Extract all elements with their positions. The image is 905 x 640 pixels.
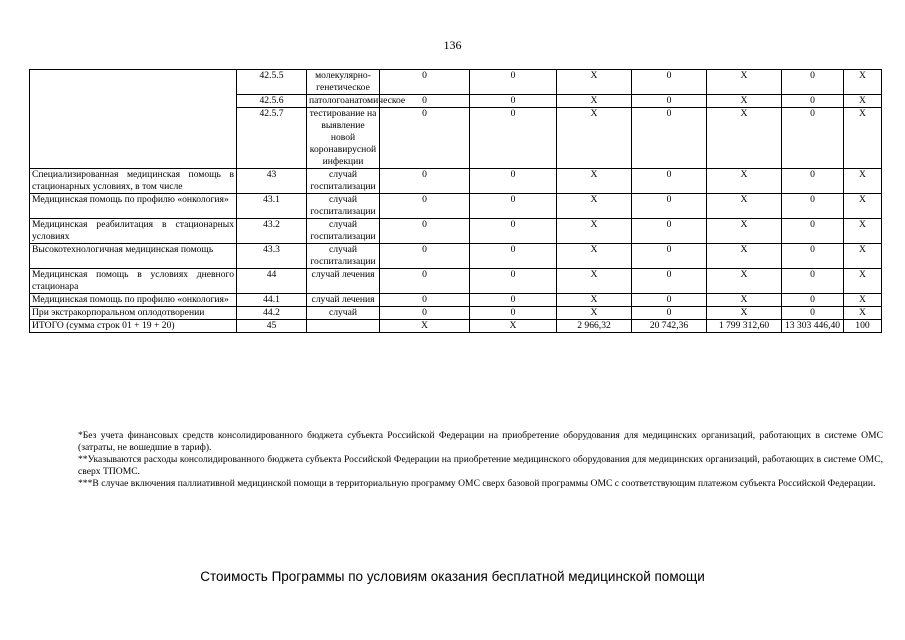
value-cell: 0 — [782, 294, 844, 307]
value-cell: Х — [470, 320, 557, 333]
value-cell: 0 — [782, 194, 844, 219]
row-name: При экстракорпоральном оплодотворении — [30, 307, 237, 320]
footnote: *Без учета финансовых средств консолидированного бюджета субъекта Российской Федерации на приобретение оборудования для медицинских организаций, работающих в системе ОМС (затраты, не вошедшие в тариф). — [78, 430, 883, 453]
row-code: 42.5.5 — [237, 70, 307, 95]
value-cell: Х — [844, 95, 882, 108]
value-cell: Х — [380, 320, 470, 333]
value-cell: Х — [707, 194, 782, 219]
row-name-cell — [30, 70, 237, 169]
value-cell: Х — [707, 244, 782, 269]
value-cell: Х — [844, 269, 882, 294]
row-name: Специализированная медицинская помощь в стационарных условиях, в том числе — [30, 169, 237, 194]
row-code: 42.5.7 — [237, 108, 307, 169]
row-code: 43 — [237, 169, 307, 194]
row-code: 43.2 — [237, 219, 307, 244]
value-cell: Х — [557, 269, 632, 294]
table-row — [30, 70, 882, 95]
value-cell: 0 — [470, 194, 557, 219]
value-cell: 0 — [782, 219, 844, 244]
row-unit: случай — [307, 307, 380, 320]
value-cell: 0 — [470, 169, 557, 194]
value-cell: 0 — [782, 108, 844, 169]
value-cell: 2 966,32 — [557, 320, 632, 333]
value-cell: 0 — [782, 169, 844, 194]
row-code: 43.1 — [237, 194, 307, 219]
row-code: 44 — [237, 269, 307, 294]
value-cell: Х — [844, 108, 882, 169]
row-unit: патологоанатомическое — [307, 95, 380, 108]
row-code: 43.3 — [237, 244, 307, 269]
value-cell: Х — [707, 219, 782, 244]
value-cell: 0 — [632, 169, 707, 194]
value-cell: Х — [844, 70, 882, 95]
table-row — [30, 307, 882, 320]
value-cell: 20 742,36 — [632, 320, 707, 333]
cost-table — [29, 69, 882, 333]
value-cell: 0 — [380, 244, 470, 269]
row-unit: случай госпитализации — [307, 194, 380, 219]
value-cell: Х — [557, 194, 632, 219]
row-name: ИТОГО (сумма строк 01 + 19 + 20) — [30, 320, 237, 333]
value-cell: Х — [707, 95, 782, 108]
row-unit: случай лечения — [307, 269, 380, 294]
value-cell: 0 — [632, 307, 707, 320]
value-cell: 0 — [632, 269, 707, 294]
row-name: Медицинская помощь по профилю «онкология» — [30, 194, 237, 219]
value-cell: 0 — [380, 294, 470, 307]
value-cell: Х — [844, 169, 882, 194]
section-heading: Стоимость Программы по условиям оказания бесплатной медицинской помощи — [200, 569, 705, 584]
row-unit: молекулярно-генетическое — [307, 70, 380, 95]
value-cell: Х — [557, 108, 632, 169]
page-number: 136 — [443, 38, 462, 52]
value-cell: 0 — [470, 244, 557, 269]
value-cell: Х — [844, 244, 882, 269]
value-cell: Х — [707, 169, 782, 194]
value-cell: 1 799 312,60 — [707, 320, 782, 333]
value-cell: Х — [557, 70, 632, 95]
value-cell: Х — [557, 244, 632, 269]
value-cell: Х — [557, 169, 632, 194]
row-name: Медицинская реабилитация в стационарных условиях — [30, 219, 237, 244]
row-code: 42.5.6 — [237, 95, 307, 108]
table-row — [30, 194, 882, 219]
value-cell: Х — [707, 70, 782, 95]
row-unit: случай госпитализации — [307, 169, 380, 194]
value-cell: 0 — [380, 307, 470, 320]
value-cell: Х — [557, 307, 632, 320]
row-code: 44.1 — [237, 294, 307, 307]
row-unit: случай госпитализации — [307, 219, 380, 244]
table-row-total — [30, 320, 882, 333]
value-cell: 0 — [632, 219, 707, 244]
footnote: ***В случае включения паллиативной медицинской помощи в территориальную программу ОМС сверх базовой программы ОМС с соответствующим платежом субъекта Российской Федерации. — [78, 478, 876, 489]
row-code: 44.2 — [237, 307, 307, 320]
row-unit: тестирование на выявление новой коронавирусной инфекции — [307, 108, 380, 169]
value-cell: 0 — [782, 307, 844, 320]
footnote: **Указываются расходы консолидированного бюджета субъекта Российской Федерации на приобретение медицинского оборудования для медицинских организаций, работающих в системе ОМС, сверх ТПОМС. — [78, 454, 883, 477]
row-code: 45 — [237, 320, 307, 333]
value-cell: 0 — [470, 108, 557, 169]
value-cell: Х — [707, 294, 782, 307]
value-cell: Х — [707, 108, 782, 169]
value-cell: 0 — [380, 70, 470, 95]
value-cell: 0 — [782, 95, 844, 108]
value-cell: 0 — [380, 108, 470, 169]
value-cell: 0 — [380, 95, 470, 108]
value-cell: 0 — [632, 244, 707, 269]
value-cell: 13 303 446,40 — [782, 320, 844, 333]
value-cell: Х — [844, 294, 882, 307]
value-cell: 0 — [632, 108, 707, 169]
value-cell: 0 — [380, 194, 470, 219]
table-row — [30, 294, 882, 307]
value-cell: 0 — [470, 307, 557, 320]
value-cell: 0 — [632, 194, 707, 219]
value-cell: 0 — [470, 294, 557, 307]
value-cell: 0 — [470, 269, 557, 294]
row-unit: случай лечения — [307, 294, 380, 307]
value-cell: 0 — [782, 70, 844, 95]
value-cell: 0 — [632, 294, 707, 307]
table-row — [30, 169, 882, 194]
value-cell: 0 — [380, 169, 470, 194]
value-cell: Х — [844, 307, 882, 320]
table-row — [30, 219, 882, 244]
value-cell: 0 — [380, 269, 470, 294]
value-cell: Х — [844, 219, 882, 244]
value-cell: Х — [557, 95, 632, 108]
value-cell: Х — [707, 269, 782, 294]
value-cell: 0 — [470, 95, 557, 108]
value-cell: Х — [707, 307, 782, 320]
row-name: Высокотехнологичная медицинская помощь — [30, 244, 237, 269]
value-cell: 0 — [782, 244, 844, 269]
value-cell: 0 — [632, 95, 707, 108]
table-row — [30, 244, 882, 269]
value-cell: 0 — [632, 70, 707, 95]
row-name: Медицинская помощь по профилю «онкология» — [30, 294, 237, 307]
value-cell: 100 — [844, 320, 882, 333]
value-cell: 0 — [782, 269, 844, 294]
table-row — [30, 269, 882, 294]
value-cell: Х — [844, 194, 882, 219]
footnotes — [78, 430, 883, 490]
value-cell: 0 — [470, 219, 557, 244]
value-cell — [307, 320, 380, 333]
row-unit: случай госпитализации — [307, 244, 380, 269]
value-cell: 0 — [470, 70, 557, 95]
value-cell: Х — [557, 219, 632, 244]
value-cell: Х — [557, 294, 632, 307]
row-name: Медицинская помощь в условиях дневного стационара — [30, 269, 237, 294]
value-cell: 0 — [380, 219, 470, 244]
